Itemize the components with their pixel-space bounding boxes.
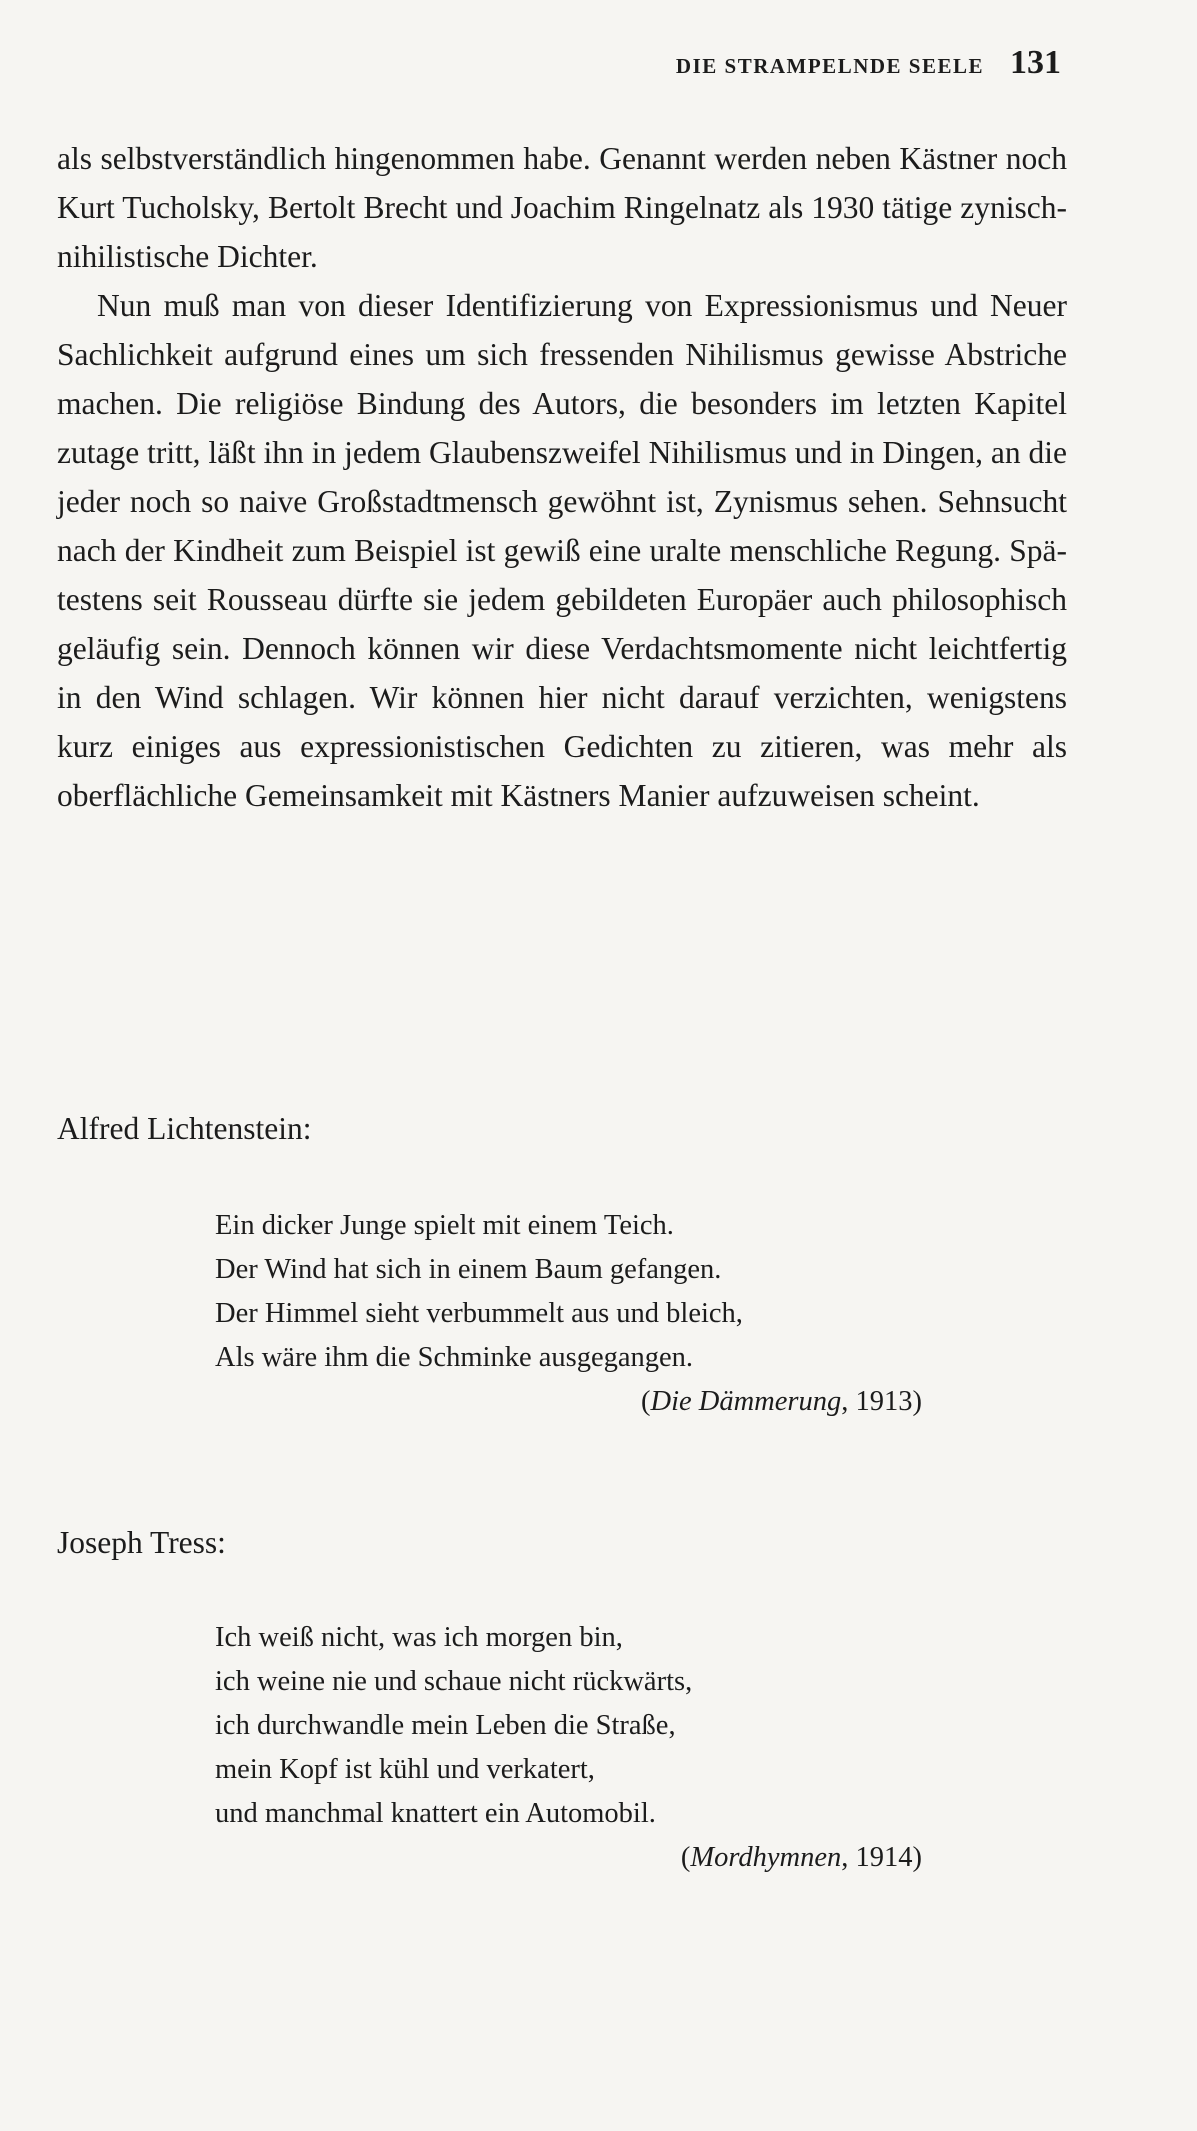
page-number: 131 — [1010, 44, 1061, 81]
source-year: , 1913) — [841, 1386, 922, 1417]
poem-tress — [215, 1616, 935, 1880]
poem-line: Ich weiß nicht, was ich morgen bin, — [215, 1622, 623, 1653]
quote-author-tress: Joseph Tress: — [57, 1525, 226, 1560]
poem-line: und manchmal knattert ein Automobil. — [215, 1798, 656, 1829]
poem-line: Als wäre ihm die Schminke ausgegangen. — [215, 1342, 694, 1373]
source-year: , 1914) — [841, 1842, 922, 1873]
poem-line: Der Wind hat sich in einem Baum gefangen. — [215, 1254, 722, 1285]
poem-line: ich weine nie und schaue nicht rückwärts, — [215, 1666, 693, 1697]
poem-source: (Die Dämmerung, 1913) — [640, 1386, 922, 1417]
poem-line: ich durchwandle mein Leben die Straße, — [215, 1710, 676, 1741]
paragraph: Nun muß man von dieser Identifizierung von Expressionismus und Neuer Sachlichkeit aufgrund eines um sich fressenden Nihilismus gewisse Abstriche machen. Die religiöse Bindung des Autors, die besonders im letzten Kapitel zutage tritt, läßt ihn in jedem Glaubenszweifel Nihilismus und in Dingen, an die jeder noch so naive Großstadtmensch gewöhnt ist, Zynismus sehen. Sehnsucht nach der Kindheit zum Beispiel ist gewiß eine uralte menschliche Regung. Spätestens seit Rousseau dürfte sie jedem gebildeten Europäer auch philosophisch geläufig sein. Dennoch können wir diese Verdachtsmomente nicht leichtfertig in den Wind schlagen. Wir können hier nicht darauf verzichten, wenigstens kurz einiges aus expressionistischen Gedichten zu zitieren, was mehr als oberflächliche Gemeinsamkeit mit Kästners Manier aufzuweisen scheint. — [57, 288, 1067, 813]
quote-author-lichtenstein: Alfred Lichtenstein: — [57, 1111, 312, 1146]
source-title: Mordhymnen — [690, 1842, 842, 1873]
poem-line: Ein dicker Junge spielt mit einem Teich. — [215, 1210, 674, 1241]
source-title: Die Dämmerung — [650, 1386, 842, 1417]
paragraph-continued: als selbstverständlich hingenommen habe. Genannt werden neben Kästner noch Kurt Tucholsky, Bertolt Brecht und Joachim Ringelnatz als 1930 tätige zynisch-nihilistische Dichter. — [57, 141, 1067, 274]
poem-line: mein Kopf ist kühl und verkatert, — [215, 1754, 595, 1785]
poem-source: (Mordhymnen, 1914) — [680, 1842, 922, 1873]
running-title: DIE STRAMPELNDE SEELE — [675, 54, 984, 78]
running-head — [676, 44, 1061, 82]
poem-lichtenstein — [215, 1204, 935, 1424]
poem-line: Der Himmel sieht verbummelt aus und bleich, — [215, 1298, 743, 1329]
body-text — [57, 134, 1067, 820]
